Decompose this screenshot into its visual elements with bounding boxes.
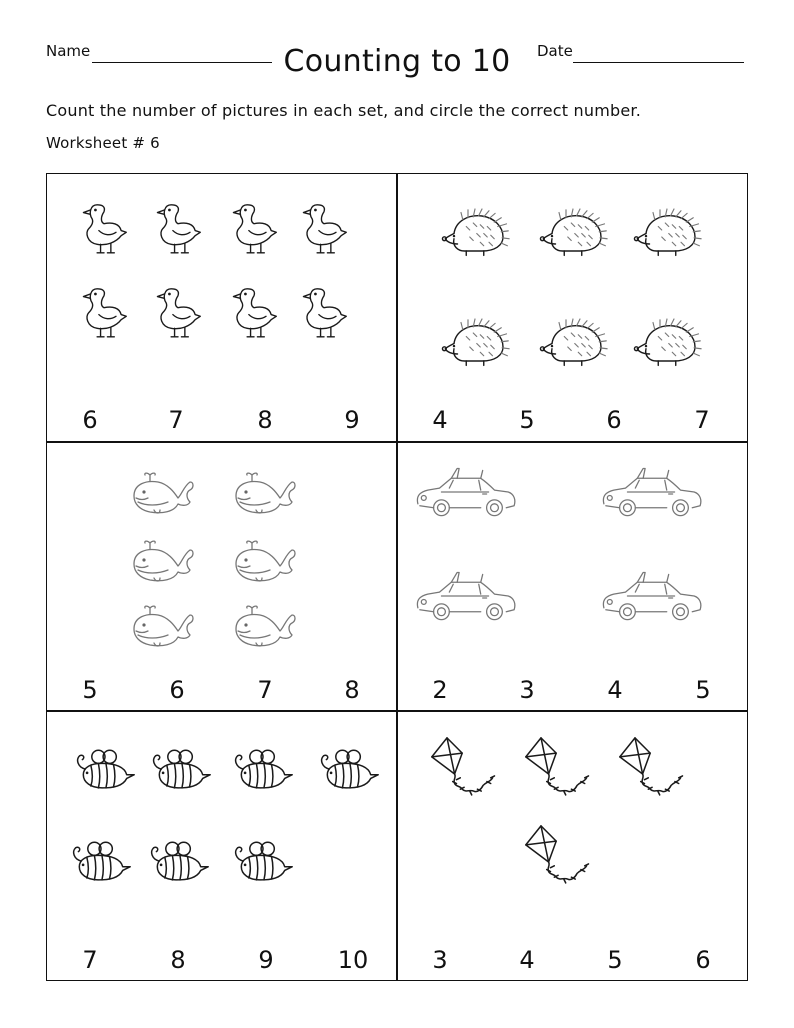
hedgehog-icon (538, 206, 608, 261)
instructions: Count the number of pictures in each set, and circle the correct number. (46, 101, 642, 120)
hedgehog-icon (632, 316, 702, 371)
duck-icon (228, 198, 280, 258)
duck-icon (298, 198, 350, 258)
kite-icon (522, 736, 598, 812)
hedgehog-icon (538, 316, 608, 371)
hedgehog-icon (440, 316, 510, 371)
bee-icon (72, 746, 138, 794)
whale-icon (230, 470, 300, 520)
page-title: Counting to 10 (283, 44, 511, 79)
whale-icon (230, 603, 300, 653)
choice-number[interactable]: 8 (170, 946, 186, 974)
choice-number[interactable]: 6 (606, 406, 622, 434)
kite-icon (522, 824, 598, 900)
hedgehog-icon (440, 206, 510, 261)
worksheet-number: Worksheet # 6 (46, 134, 160, 152)
choice-number[interactable]: 7 (694, 406, 710, 434)
choice-number[interactable]: 6 (695, 946, 711, 974)
bee-icon (316, 746, 382, 794)
grid-divider-row-1 (46, 441, 748, 443)
choice-number[interactable]: 10 (337, 946, 369, 974)
choice-number[interactable]: 4 (432, 406, 448, 434)
choice-number[interactable]: 5 (695, 676, 711, 704)
duck-icon (78, 198, 130, 258)
choice-number[interactable]: 7 (82, 946, 98, 974)
duck-icon (298, 282, 350, 342)
choice-number[interactable]: 6 (82, 406, 98, 434)
car-icon (412, 568, 520, 628)
choice-number[interactable]: 8 (257, 406, 273, 434)
car-icon (598, 568, 706, 628)
choice-number[interactable]: 2 (432, 676, 448, 704)
choice-number[interactable]: 7 (257, 676, 273, 704)
duck-icon (152, 198, 204, 258)
bee-icon (146, 838, 212, 886)
car-icon (412, 464, 520, 524)
choice-number[interactable]: 9 (344, 406, 360, 434)
bee-icon (230, 838, 296, 886)
duck-icon (228, 282, 280, 342)
car-icon (598, 464, 706, 524)
choice-number[interactable]: 6 (169, 676, 185, 704)
choice-number[interactable]: 3 (432, 946, 448, 974)
whale-icon (128, 470, 198, 520)
hedgehog-icon (632, 206, 702, 261)
date-label: Date (537, 42, 573, 60)
bee-icon (230, 746, 296, 794)
kite-icon (428, 736, 504, 812)
kite-icon (616, 736, 692, 812)
choice-number[interactable]: 4 (607, 676, 623, 704)
name-label: Name (46, 42, 91, 60)
whale-icon (230, 538, 300, 588)
choice-number[interactable]: 9 (258, 946, 274, 974)
choice-number[interactable]: 5 (607, 946, 623, 974)
choice-number[interactable]: 5 (82, 676, 98, 704)
grid-divider-vertical (396, 173, 398, 981)
whale-icon (128, 538, 198, 588)
choice-number[interactable]: 8 (344, 676, 360, 704)
duck-icon (78, 282, 130, 342)
choice-number[interactable]: 7 (168, 406, 184, 434)
choice-number[interactable]: 5 (519, 406, 535, 434)
date-field-line[interactable] (573, 62, 744, 63)
choice-number[interactable]: 3 (519, 676, 535, 704)
choice-number[interactable]: 4 (519, 946, 535, 974)
bee-icon (148, 746, 214, 794)
whale-icon (128, 603, 198, 653)
grid-divider-row-2 (46, 710, 748, 712)
duck-icon (152, 282, 204, 342)
bee-icon (68, 838, 134, 886)
